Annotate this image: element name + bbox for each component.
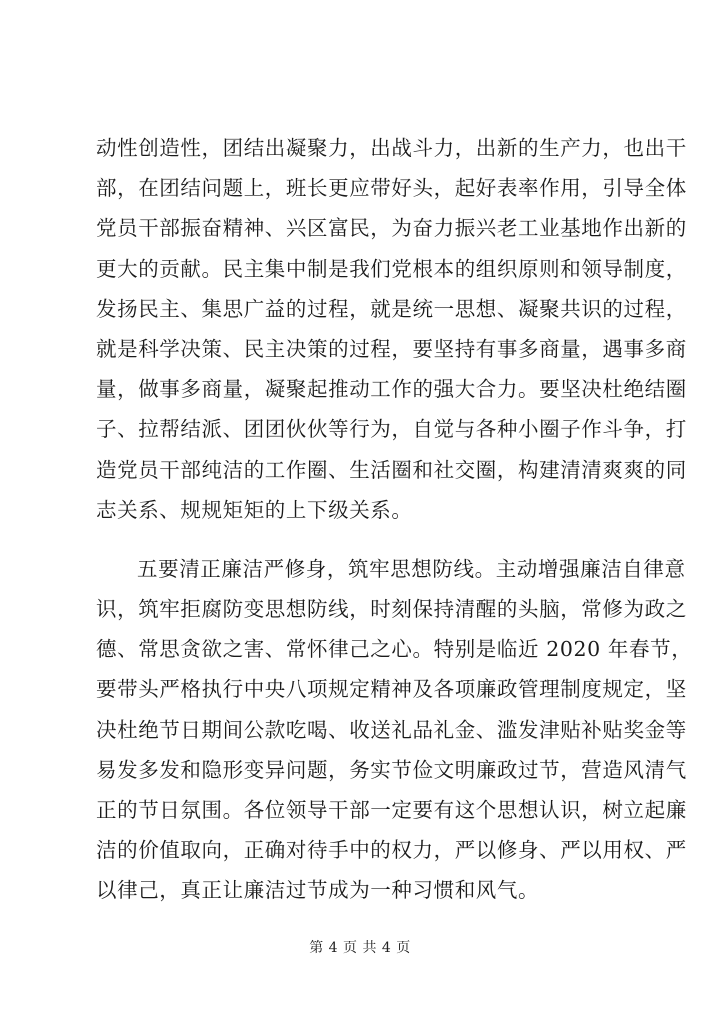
paragraph-integrity-self-discipline bbox=[96, 549, 693, 911]
text-line: 志关系、规规矩矩的上下级关系。 bbox=[96, 497, 413, 522]
text-line: 正的节日氛围。各位领导干部一定要有这个思想认识，树立起廉 bbox=[96, 798, 687, 822]
text-line: 洁的价值取向，正确对待手中的权力，严以修身、严以用权、严 bbox=[96, 838, 687, 863]
text-line: 德、常思贪欲之害、常怀律己之心。特别是临近 2020 年春节， bbox=[96, 637, 693, 662]
paragraph-spacer bbox=[96, 530, 656, 549]
text-line: 识，筑牢拒腐防变思想防线，时刻保持清醒的头脑，常修为政之 bbox=[96, 597, 687, 622]
text-line: 量，做事多商量，凝聚起推动工作的强大合力。要坚决杜绝结圈 bbox=[96, 377, 687, 402]
text-line: 以律己，真正让廉洁过节成为一种习惯和风气。 bbox=[96, 878, 540, 903]
text-line: 决杜绝节日期间公款吃喝、收送礼品礼金、滥发津贴补贴奖金等 bbox=[96, 717, 687, 742]
text-line: 党员干部振奋精神、兴区富民，为奋力振兴老工业基地作出新的 bbox=[96, 216, 687, 241]
text-line: 动性创造性，团结出凝聚力，出战斗力，出新的生产力，也出干 bbox=[96, 136, 687, 160]
paragraph-unity-democratic-centralism bbox=[96, 128, 687, 530]
text-line: 易发多发和隐形变异问题，务实节俭文明廉政过节，营造风清气 bbox=[96, 757, 687, 782]
text-line: 造党员干部纯洁的工作圈、生活圈和社交圈，构建清清爽爽的同 bbox=[96, 457, 687, 482]
text-line: 子、拉帮结派、团团伙伙等行为，自觉与各种小圈子作斗争，打 bbox=[96, 417, 687, 442]
text-line: 更大的贡献。民主集中制是我们党根本的组织原则和领导制度， bbox=[96, 256, 687, 281]
text-line: 五要清正廉洁严修身，筑牢思想防线。主动增强廉洁自律意 bbox=[137, 556, 686, 581]
text-line: 要带头严格执行中央八项规定精神及各项廉政管理制度规定，坚 bbox=[96, 677, 687, 702]
document-body bbox=[96, 128, 693, 911]
text-line: 就是科学决策、民主决策的过程，要坚持有事多商量，遇事多商 bbox=[96, 336, 687, 361]
text-line: 部，在团结问题上，班长更应带好头，起好表率作用，引导全体 bbox=[96, 176, 687, 201]
page-number-footer: 第 4 页 共 4 页 bbox=[309, 940, 411, 956]
text-line: 发扬民主、集思广益的过程，就是统一思想、凝聚共识的过程， bbox=[96, 296, 687, 321]
